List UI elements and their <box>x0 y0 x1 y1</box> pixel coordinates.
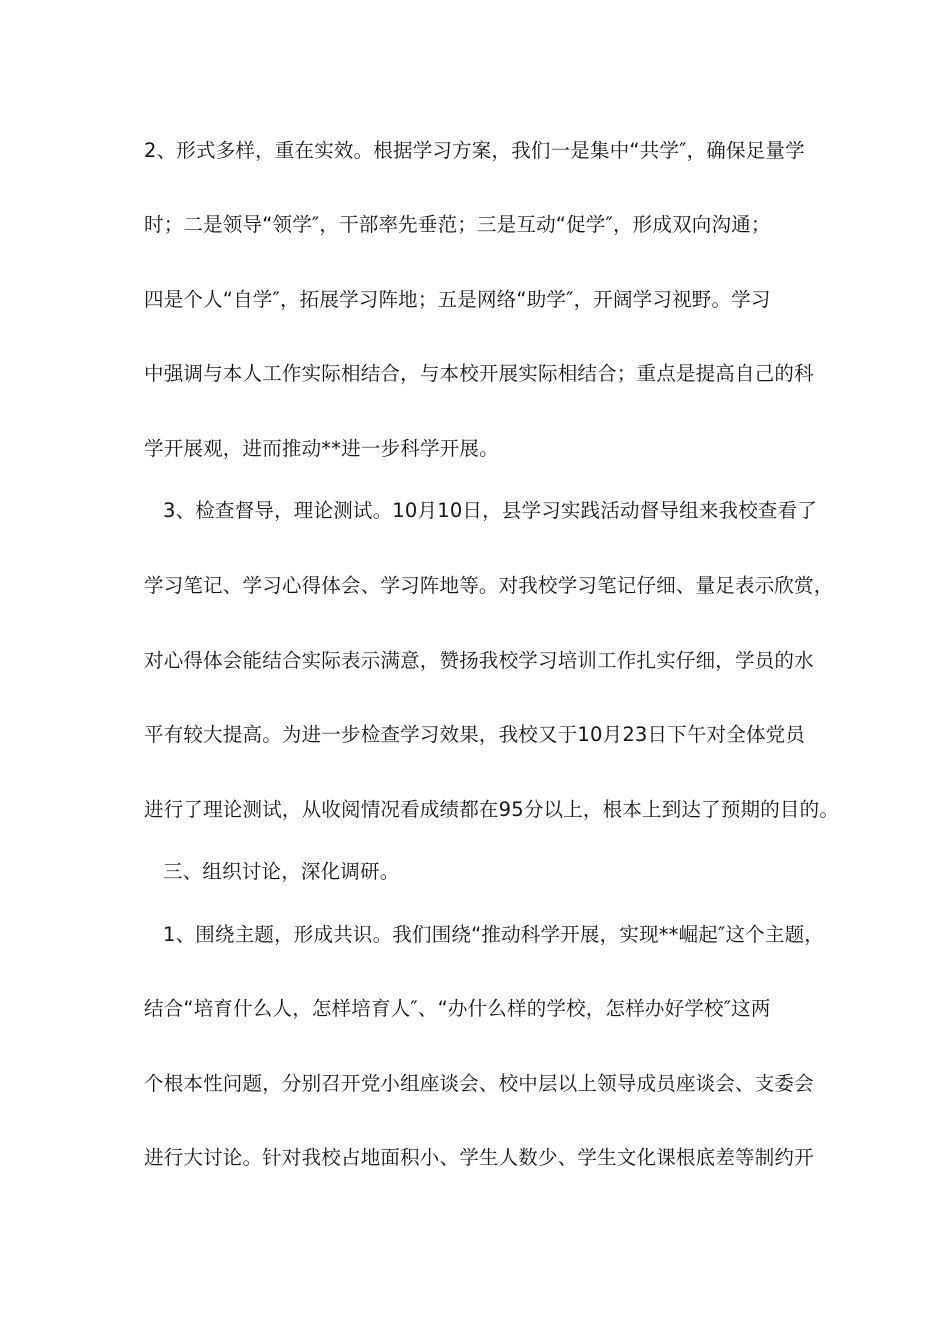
paragraph-line: 进行大讨论。针对我校占地面积小、学生人数少、学生文化课根底差等制约开 <box>144 1146 814 1169</box>
section-heading: 三、组织讨论，深化调研。 <box>163 860 400 883</box>
paragraph-line: 平有较大提高。为进一步检查学习效果，我校又于10月23日下午对全体党员 <box>144 723 806 746</box>
paragraph-line: 时；二是领导“领学″，干部率先垂范；三是互动“促学″，形成双向沟通； <box>144 213 771 236</box>
paragraph-line: 学开展观，进而推动**进一步科学开展。 <box>144 437 499 460</box>
paragraph-line: 2、形式多样，重在实效。根据学习方案，我们一是集中“共学″，确保足量学 <box>144 139 805 162</box>
paragraph-line: 3、检查督导，理论测试。10月10日，县学习实践活动督导组来我校查看了 <box>163 499 818 522</box>
paragraph-line: 学习笔记、学习心得体会、学习阵地等。对我校学习笔记仔细、量足表示欣赏， <box>144 574 834 597</box>
paragraph-line: 个根本性问题，分别召开党小组座谈会、校中层以上领导成员座谈会、支委会 <box>144 1072 814 1095</box>
paragraph-line: 对心得体会能结合实际表示满意，赞扬我校学习培训工作扎实仔细，学员的水 <box>144 649 814 672</box>
paragraph-line: 进行了理论测试，从收阅情况看成绩都在95分以上，根本上到达了预期的目的。 <box>144 798 840 821</box>
paragraph-line: 中强调与本人工作实际相结合，与本校开展实际相结合；重点是提高自己的科 <box>144 362 814 385</box>
paragraph-line: 1、围绕主题，形成共识。我们围绕“推动科学开展，实现**崛起″这个主题， <box>163 923 824 946</box>
paragraph-line: 四是个人“自学″，拓展学习阵地；五是网络“助学″，开阔学习视野。学习 <box>144 288 771 311</box>
paragraph-line: 结合“培育什么人，怎样培育人″、“办什么样的学校，怎样办好学校″这两 <box>144 997 771 1020</box>
